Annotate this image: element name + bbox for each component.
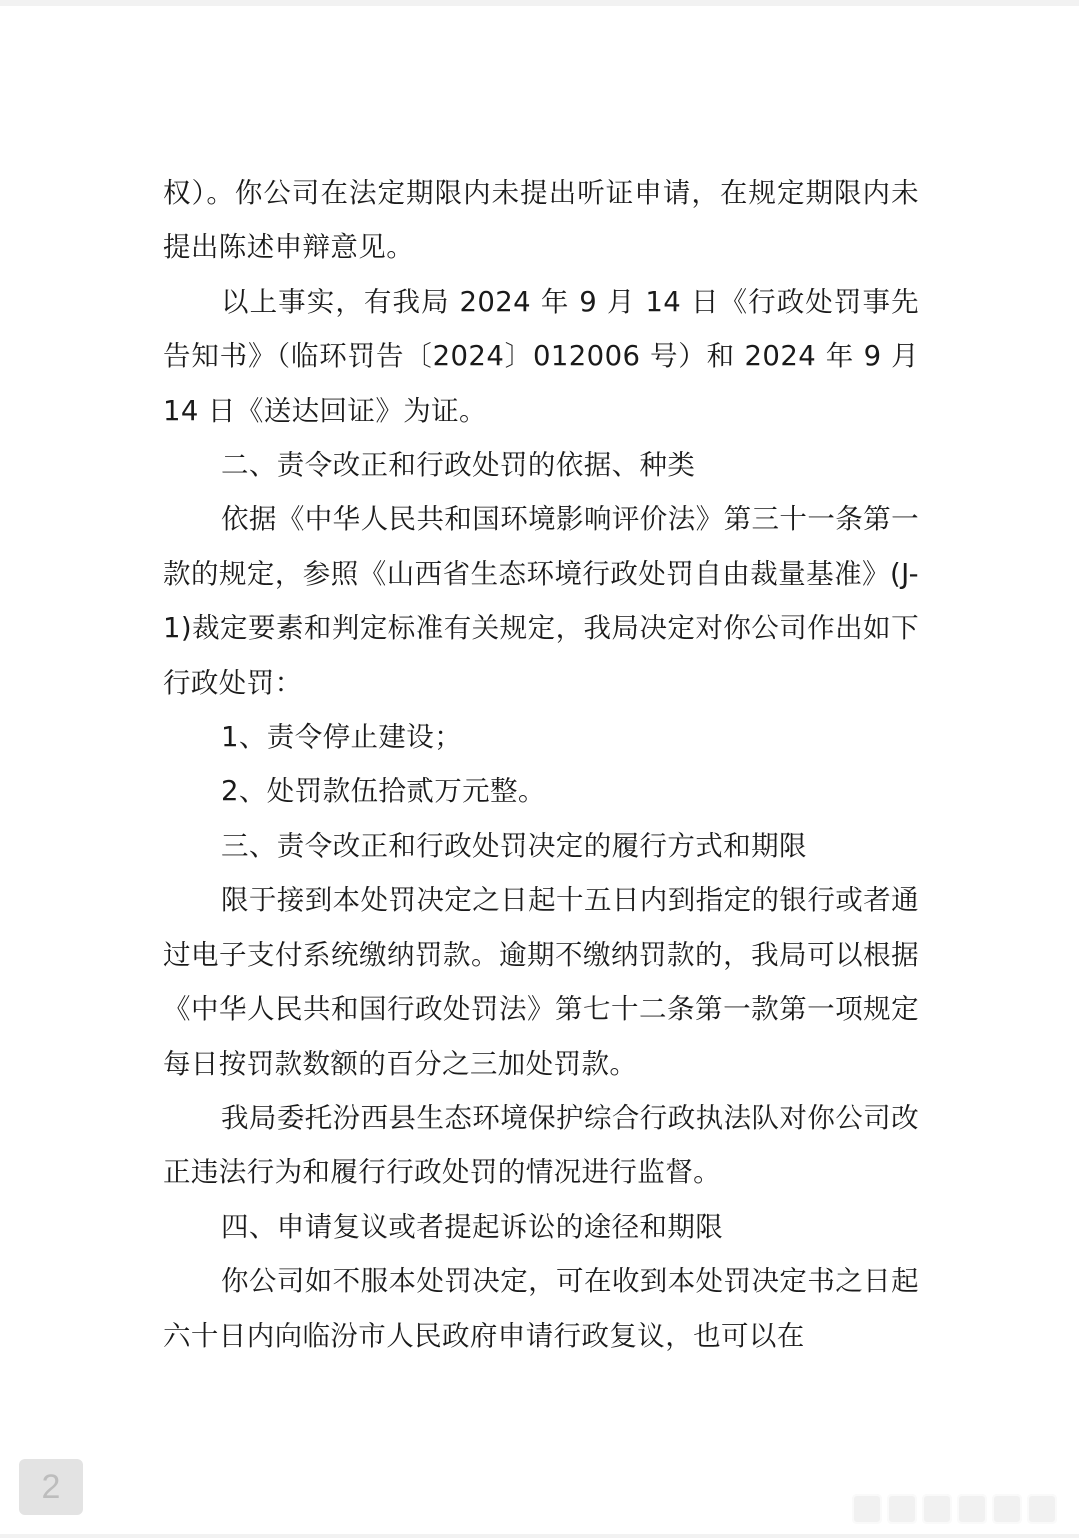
section-heading-3: 三、责令改正和行政处罚决定的履行方式和期限 [221, 829, 807, 862]
document-page [0, 6, 1079, 1534]
paragraph-supervision: 我局委托汾西县生态环境保护综合行政执法队对你公司改正违法行为和履行行政处罚的情况进行监督。 [163, 1101, 919, 1189]
paragraph-legal-basis: 依据《中华人民共和国环境影响评价法》第三十一条第一款的规定，参照《山西省生态环境行政处罚自由裁量基准》(J-1)裁定要素和判定标准有关规定，我局决定对你公司作出如下行政处罚： [163, 503, 919, 699]
section-heading-2: 二、责令改正和行政处罚的依据、种类 [221, 449, 696, 482]
penalty-item-1: 1、责令停止建设； [221, 721, 463, 754]
paragraph-continuation: 权）。你公司在法定期限内未提出听证申请，在规定期限内未提出陈述申辩意见。 [163, 177, 919, 264]
paragraph-facts: 以上事实，有我局 2024 年 9 月 14 日《行政处罚事先告知书》（临环罚告〔2024〕012006 号）和 2024 年 9 月 14 日《送达回证》为证。 [163, 285, 919, 427]
penalty-item-2: 2、处罚款伍拾贰万元整。 [221, 775, 546, 808]
document-body [163, 166, 919, 1363]
paragraph-payment: 限于接到本处罚决定之日起十五日内到指定的银行或者通过电子支付系统缴纳罚款。逾期不缴纳罚款的，我局可以根据《中华人民共和国行政处罚法》第七十二条第一款第一项规定每日按罚款数额的百分之三加处罚款。 [163, 884, 919, 1080]
section-heading-4: 四、申请复议或者提起诉讼的途径和期限 [221, 1210, 724, 1243]
page-number-badge: 2 [19, 1459, 83, 1515]
paragraph-appeal: 你公司如不服本处罚决定，可在收到本处罚决定书之日起六十日内向临汾市人民政府申请行政复议，也可以在 [163, 1265, 919, 1352]
watermark-logo [847, 1492, 1057, 1526]
